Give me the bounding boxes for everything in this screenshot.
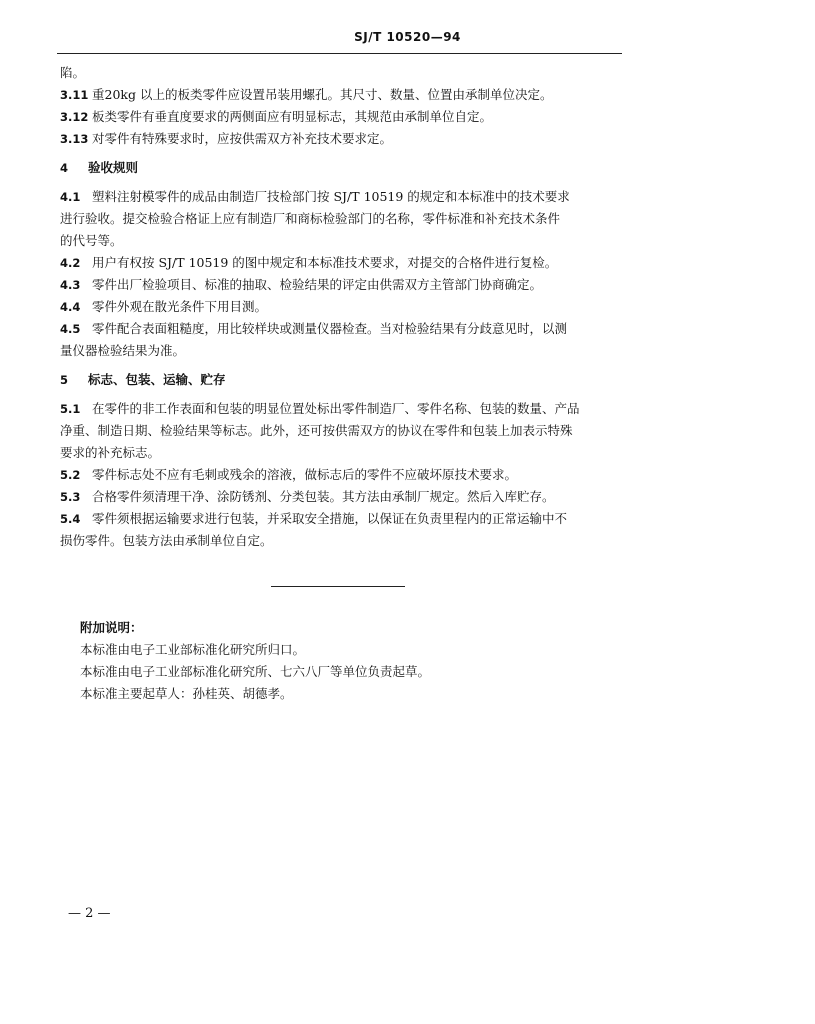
section-number: 5 xyxy=(60,373,69,387)
clause-text: 合格零件须清理干净、涂防锈剂、分类包装。其方法由承制厂规定。然后入库贮存。 xyxy=(92,489,555,504)
clause xyxy=(60,274,620,296)
section-5-heading xyxy=(60,369,620,391)
clause-text: 要求的补充标志。 xyxy=(60,445,161,460)
clause-number: 5.1 xyxy=(60,402,81,416)
clause-line xyxy=(60,530,620,552)
clause-line xyxy=(60,274,620,296)
clause-text: 在零件的非工作表面和包装的明显位置处标出零件制造厂、零件名称、包装的数量、产品 xyxy=(92,401,580,416)
clause-text: 用户有权按 SJ/T 10519 的图中规定和本标准技术要求，对提交的合格件进行复检。 xyxy=(92,255,558,270)
clause-number: 4.5 xyxy=(60,322,81,336)
clause-number: 4.2 xyxy=(60,256,81,270)
clause-number: 3.13 xyxy=(60,132,89,146)
clause-text: 进行验收。提交检验合格证上应有制造厂和商标检验部门的名称，零件标准和补充技术条件 xyxy=(60,211,561,226)
clause-number: 5.4 xyxy=(60,512,81,526)
section-title: 标志、包装、运输、贮存 xyxy=(88,372,226,387)
clause-text: 板类零件有垂直度要求的两侧面应有明显标志，其规范由承制单位自定。 xyxy=(92,109,493,124)
clause-line xyxy=(60,340,620,362)
clause-text: 零件出厂检验项目、标准的抽取、检验结果的评定由供需双方主管部门协商确定。 xyxy=(92,277,543,292)
clause-text: 零件标志处不应有毛刺或残余的溶液，做标志后的零件不应破坏原技术要求。 xyxy=(92,467,518,482)
clause-text: 零件外观在散光条件下用目测。 xyxy=(92,299,268,314)
clause-text: 的代号等。 xyxy=(60,233,123,248)
clause xyxy=(60,106,620,128)
notes-line: 本标准由电子工业部标准化研究所归口。 xyxy=(80,642,306,657)
clause-line xyxy=(60,508,620,530)
clause-line xyxy=(60,252,620,274)
clause-text: 损伤零件。包装方法由承制单位自定。 xyxy=(60,533,273,548)
clause xyxy=(60,252,620,274)
section-3-clauses xyxy=(60,84,620,150)
section-number: 4 xyxy=(60,161,69,175)
section-title: 验收规则 xyxy=(88,160,139,175)
clause-line xyxy=(60,208,620,230)
clause-number: 3.12 xyxy=(60,110,89,124)
clause-text: 零件须根据运输要求进行包装，并采取安全措施，以保证在负责里程内的正常运输中不 xyxy=(92,511,568,526)
continuation-text: 陷。 xyxy=(60,65,86,80)
clause-text: 塑料注射模零件的成品由制造厂技检部门按 SJ/T 10519 的规定和本标准中的技术要求 xyxy=(92,189,570,204)
clause-number: 5.3 xyxy=(60,490,81,504)
clause-text: 零件配合表面粗糙度，用比较样块或测量仪器检查。当对检验结果有分歧意见时，以测 xyxy=(92,321,568,336)
clause-line xyxy=(60,296,620,318)
standard-number-header: SJ/T 10520—94 xyxy=(354,30,461,44)
additional-notes xyxy=(80,617,430,705)
page-number: — 2 — xyxy=(68,906,111,921)
clause-text: 对零件有特殊要求时，应按供需双方补充技术要求定。 xyxy=(92,131,393,146)
clause xyxy=(60,128,620,150)
clause xyxy=(60,84,620,106)
notes-line: 本标准由电子工业部标准化研究所、七六八厂等单位负责起草。 xyxy=(80,664,431,679)
clause-number: 3.11 xyxy=(60,88,89,102)
clause-line xyxy=(60,464,620,486)
clause xyxy=(60,296,620,318)
clause-line xyxy=(60,230,620,252)
clause-number: 4.3 xyxy=(60,278,81,292)
header-rule xyxy=(57,53,622,54)
clause-text: 重20kg 以上的板类零件应设置吊装用螺孔。其尺寸、数量、位置由承制单位决定。 xyxy=(92,87,553,102)
end-of-text-rule xyxy=(271,586,405,587)
clause-line xyxy=(60,318,620,340)
clause xyxy=(60,464,620,486)
clause-line xyxy=(60,442,620,464)
clause-line xyxy=(60,420,620,442)
clause-number: 4.4 xyxy=(60,300,81,314)
clause-number: 5.2 xyxy=(60,468,81,482)
clause xyxy=(60,508,620,552)
notes-heading: 附加说明： xyxy=(80,620,143,635)
notes-line: 本标准主要起草人：孙桂英、胡德孝。 xyxy=(80,686,293,701)
clause-line xyxy=(60,486,620,508)
clause-text: 量仪器检验结果为准。 xyxy=(60,343,186,358)
clause-line xyxy=(60,186,620,208)
clause xyxy=(60,186,620,252)
section-5-clauses xyxy=(60,398,620,552)
clause xyxy=(60,486,620,508)
document-body xyxy=(60,62,620,552)
clause xyxy=(60,398,620,464)
section-4-heading xyxy=(60,157,620,179)
clause xyxy=(60,318,620,362)
clause-text: 净重、制造日期、检验结果等标志。此外，还可按供需双方的协议在零件和包装上加表示特殊 xyxy=(60,423,573,438)
section-4-clauses xyxy=(60,186,620,362)
clause-line xyxy=(60,398,620,420)
clause-number: 4.1 xyxy=(60,190,81,204)
